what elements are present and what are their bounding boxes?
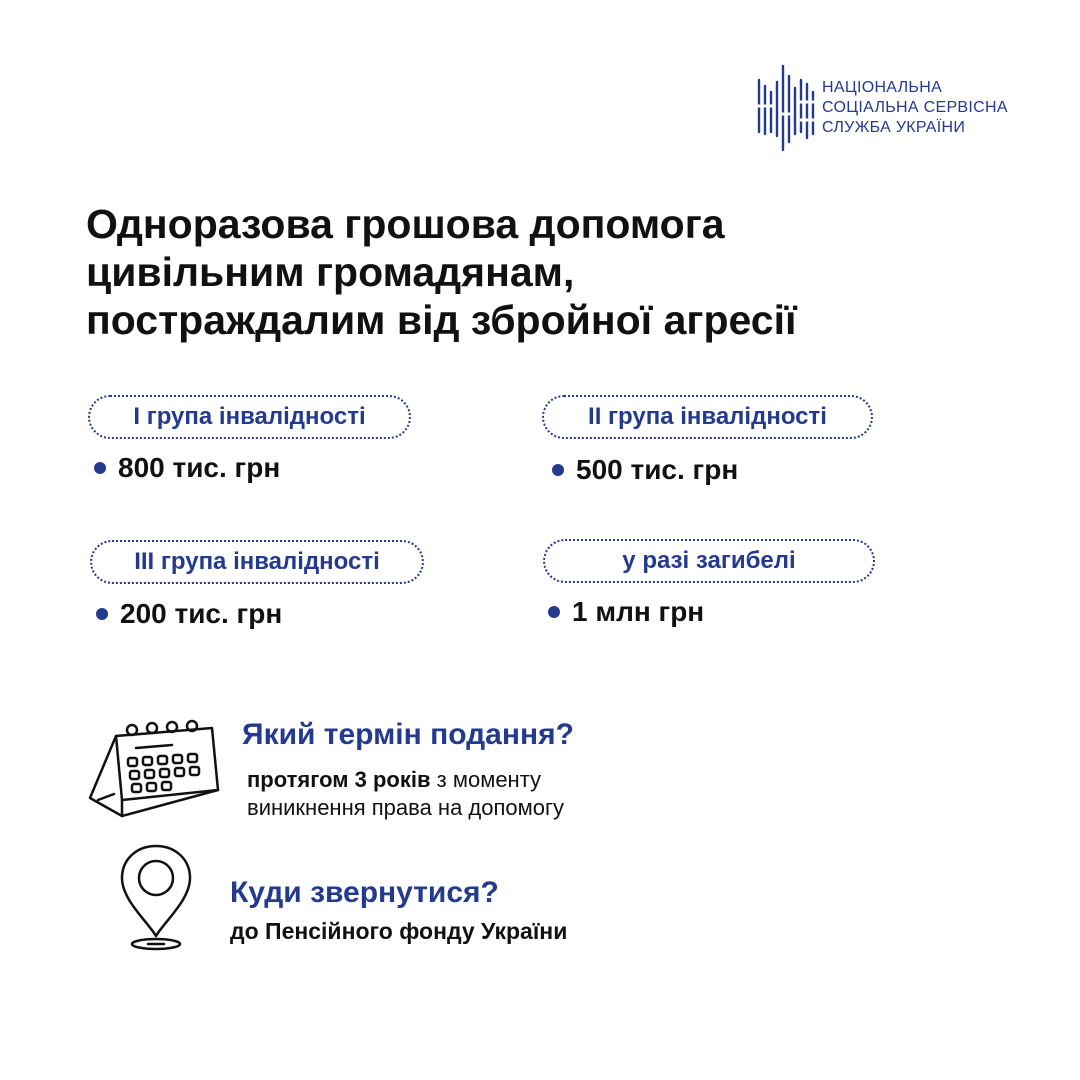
title-line: цивільним громадянам, xyxy=(86,249,575,295)
deadline-question: Який термін подання? xyxy=(242,718,574,751)
title-line: Одноразова грошова допомога xyxy=(86,201,725,247)
disability-group-2-amount xyxy=(552,454,738,486)
disability-group-1-amount xyxy=(94,452,280,484)
deadline-answer-rest: з моменту xyxy=(430,767,542,792)
disability-group-3-amount xyxy=(96,598,282,630)
amount-value: 500 тис. грн xyxy=(576,454,739,485)
bullet-icon xyxy=(94,462,106,474)
disability-group-3-label: ІІІ група інвалідності xyxy=(90,540,424,584)
page-title xyxy=(86,200,986,344)
map-pin-icon xyxy=(118,842,194,954)
org-logo xyxy=(756,62,1056,154)
death-case-label: у разі загибелі xyxy=(543,539,875,583)
deadline-answer xyxy=(247,766,564,822)
deadline-answer-line2: виникнення права на допомогу xyxy=(247,795,565,820)
bullet-icon xyxy=(552,464,564,476)
bullet-icon xyxy=(548,606,560,618)
bullet-icon xyxy=(96,608,108,620)
org-name-line: СОЦІАЛЬНА СЕРВІСНА xyxy=(822,99,1008,116)
where-answer: до Пенсійного фонду України xyxy=(230,918,568,944)
deadline-answer-bold: протягом 3 років xyxy=(247,767,431,792)
org-name-line: СЛУЖБА УКРАЇНИ xyxy=(822,119,966,136)
amount-value: 800 тис. грн xyxy=(118,452,281,483)
nssu-logo-icon xyxy=(756,62,816,154)
disability-group-1-label: І група інвалідності xyxy=(88,395,411,439)
amount-value: 1 млн грн xyxy=(572,596,705,627)
calendar-icon xyxy=(86,718,226,828)
death-case-amount xyxy=(548,596,704,628)
where-question: Куди звернутися? xyxy=(230,876,499,909)
disability-group-2-label: ІІ група інвалідності xyxy=(542,395,873,439)
org-name xyxy=(822,78,1008,138)
title-line: постраждалим від збройної агресії xyxy=(86,297,797,343)
amount-value: 200 тис. грн xyxy=(120,598,283,629)
org-name-line: НАЦІОНАЛЬНА xyxy=(822,79,943,96)
